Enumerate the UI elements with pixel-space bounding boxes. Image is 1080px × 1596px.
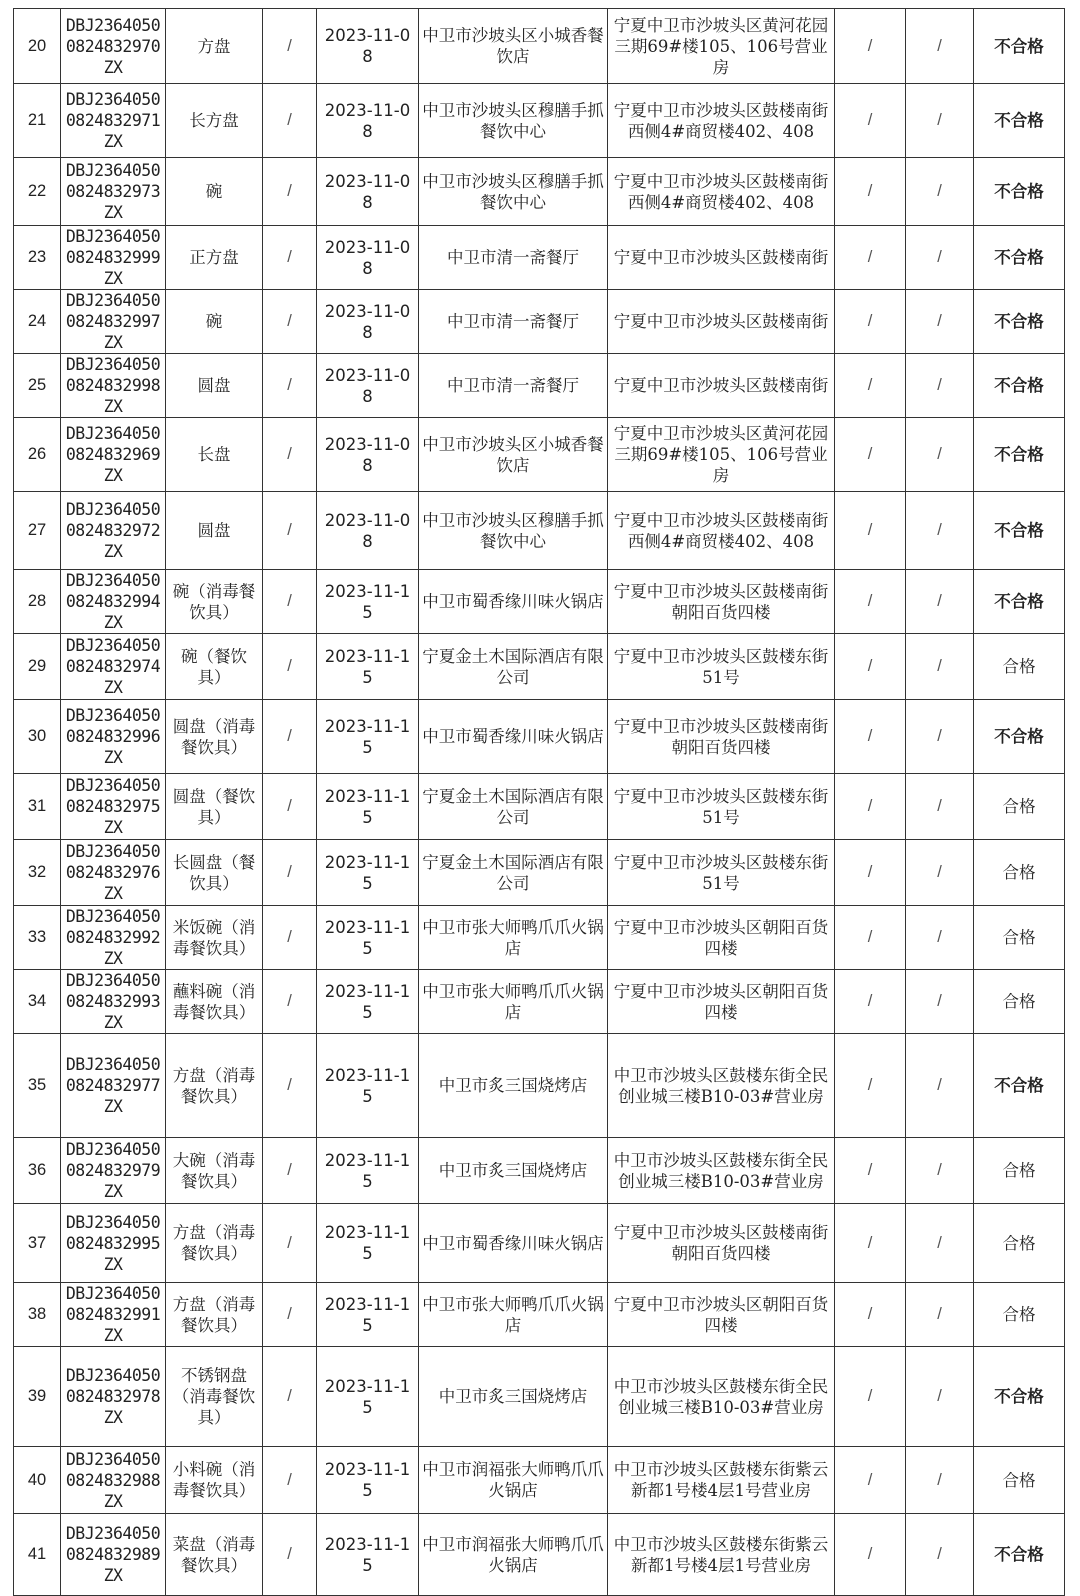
specification: / — [263, 906, 317, 970]
inspected-unit-address: 宁夏中卫市沙坡头区鼓楼东街51号 — [608, 840, 835, 906]
specification: / — [263, 1514, 317, 1596]
result-badge: 合格 — [974, 634, 1065, 700]
result-badge: 合格 — [974, 1138, 1065, 1204]
result-badge: 不合格 — [974, 570, 1065, 634]
row-number: 37 — [14, 1204, 61, 1283]
row-number: 39 — [14, 1347, 61, 1447]
table-body — [14, 9, 1065, 1596]
sample-code: DBJ23640500824832975ZX — [61, 774, 166, 840]
result-badge: 不合格 — [974, 1034, 1065, 1138]
inspection-results-table — [13, 8, 1065, 1596]
inspected-unit-name: 中卫市沙坡头区穆膳手抓餐饮中心 — [419, 492, 608, 570]
product-name: 碗（消毒餐饮具） — [166, 570, 263, 634]
specification: / — [263, 1347, 317, 1447]
table-row — [14, 1034, 1065, 1138]
result-badge: 不合格 — [974, 354, 1065, 418]
table-row — [14, 418, 1065, 492]
inspected-unit-name: 中卫市张大师鸭爪爪火锅店 — [419, 970, 608, 1034]
inspected-unit-name: 中卫市炙三国烧烤店 — [419, 1034, 608, 1138]
inspected-unit-name: 中卫市张大师鸭爪爪火锅店 — [419, 906, 608, 970]
manufacturer-name: / — [835, 158, 906, 226]
table-row — [14, 9, 1065, 84]
inspected-unit-address: 宁夏中卫市沙坡头区鼓楼南街朝阳百货四楼 — [608, 700, 835, 774]
product-name: 菜盘（消毒餐饮具） — [166, 1514, 263, 1596]
product-name: 长盘 — [166, 418, 263, 492]
sampling-date: 2023-11-15 — [317, 1138, 419, 1204]
sampling-date: 2023-11-15 — [317, 1034, 419, 1138]
product-name: 不锈钢盘（消毒餐饮具） — [166, 1347, 263, 1447]
sampling-date: 2023-11-08 — [317, 290, 419, 354]
manufacturer-name: / — [835, 1514, 906, 1596]
manufacturer-name: / — [835, 634, 906, 700]
row-number: 28 — [14, 570, 61, 634]
inspected-unit-address: 中卫市沙坡头区鼓楼东街全民创业城三楼B10-03#营业房 — [608, 1034, 835, 1138]
result-badge: 不合格 — [974, 700, 1065, 774]
sampling-date: 2023-11-08 — [317, 418, 419, 492]
manufacturer-address: / — [906, 1347, 974, 1447]
product-name: 方盘 — [166, 9, 263, 84]
inspected-unit-address: 宁夏中卫市沙坡头区鼓楼南街西侧4#商贸楼402、408 — [608, 158, 835, 226]
manufacturer-address: / — [906, 570, 974, 634]
inspected-unit-name: 中卫市沙坡头区穆膳手抓餐饮中心 — [419, 84, 608, 158]
manufacturer-address: / — [906, 418, 974, 492]
manufacturer-address: / — [906, 1514, 974, 1596]
specification: / — [263, 158, 317, 226]
table-row — [14, 840, 1065, 906]
specification: / — [263, 1283, 317, 1347]
sample-code: DBJ23640500824832978ZX — [61, 1347, 166, 1447]
manufacturer-name: / — [835, 418, 906, 492]
inspected-unit-address: 宁夏中卫市沙坡头区鼓楼南街 — [608, 290, 835, 354]
inspected-unit-address: 宁夏中卫市沙坡头区鼓楼南街朝阳百货四楼 — [608, 570, 835, 634]
row-number: 31 — [14, 774, 61, 840]
sample-code: DBJ23640500824832989ZX — [61, 1514, 166, 1596]
inspected-unit-name: 中卫市清一斋餐厅 — [419, 290, 608, 354]
table-row — [14, 1447, 1065, 1514]
inspected-unit-address: 宁夏中卫市沙坡头区鼓楼南街朝阳百货四楼 — [608, 1204, 835, 1283]
specification: / — [263, 84, 317, 158]
table-row — [14, 774, 1065, 840]
table-row — [14, 570, 1065, 634]
specification: / — [263, 492, 317, 570]
inspected-unit-address: 宁夏中卫市沙坡头区鼓楼南街 — [608, 226, 835, 290]
specification: / — [263, 570, 317, 634]
sample-code: DBJ23640500824832979ZX — [61, 1138, 166, 1204]
sample-code: DBJ23640500824832971ZX — [61, 84, 166, 158]
manufacturer-name: / — [835, 354, 906, 418]
row-number: 38 — [14, 1283, 61, 1347]
manufacturer-name: / — [835, 1283, 906, 1347]
sample-code: DBJ23640500824832970ZX — [61, 9, 166, 84]
sample-code: DBJ23640500824832992ZX — [61, 906, 166, 970]
manufacturer-name: / — [835, 1204, 906, 1283]
result-badge: 合格 — [974, 1447, 1065, 1514]
inspected-unit-name: 宁夏金土木国际酒店有限公司 — [419, 840, 608, 906]
table-row — [14, 84, 1065, 158]
result-badge: 不合格 — [974, 1347, 1065, 1447]
inspected-unit-address: 宁夏中卫市沙坡头区朝阳百货四楼 — [608, 906, 835, 970]
manufacturer-address: / — [906, 634, 974, 700]
specification: / — [263, 354, 317, 418]
manufacturer-address: / — [906, 492, 974, 570]
specification: / — [263, 634, 317, 700]
result-badge: 不合格 — [974, 418, 1065, 492]
sample-code: DBJ23640500824832973ZX — [61, 158, 166, 226]
sample-code: DBJ23640500824832974ZX — [61, 634, 166, 700]
manufacturer-name: / — [835, 226, 906, 290]
inspected-unit-address: 宁夏中卫市沙坡头区鼓楼南街西侧4#商贸楼402、408 — [608, 492, 835, 570]
manufacturer-address: / — [906, 9, 974, 84]
sample-code: DBJ23640500824832988ZX — [61, 1447, 166, 1514]
table-row — [14, 970, 1065, 1034]
product-name: 圆盘 — [166, 354, 263, 418]
table-row — [14, 158, 1065, 226]
sample-code: DBJ23640500824832969ZX — [61, 418, 166, 492]
sampling-date: 2023-11-15 — [317, 1347, 419, 1447]
sample-code: DBJ23640500824832996ZX — [61, 700, 166, 774]
row-number: 22 — [14, 158, 61, 226]
manufacturer-name: / — [835, 1138, 906, 1204]
result-badge: 合格 — [974, 906, 1065, 970]
result-badge: 不合格 — [974, 84, 1065, 158]
row-number: 29 — [14, 634, 61, 700]
manufacturer-address: / — [906, 1034, 974, 1138]
product-name: 方盘（消毒餐饮具） — [166, 1283, 263, 1347]
sampling-date: 2023-11-08 — [317, 226, 419, 290]
result-badge: 合格 — [974, 1204, 1065, 1283]
sample-code: DBJ23640500824832997ZX — [61, 290, 166, 354]
sampling-date: 2023-11-15 — [317, 970, 419, 1034]
result-badge: 合格 — [974, 774, 1065, 840]
inspected-unit-name: 中卫市炙三国烧烤店 — [419, 1347, 608, 1447]
manufacturer-address: / — [906, 970, 974, 1034]
sampling-date: 2023-11-08 — [317, 158, 419, 226]
table-row — [14, 492, 1065, 570]
product-name: 碗 — [166, 290, 263, 354]
table-row — [14, 1347, 1065, 1447]
manufacturer-name: / — [835, 1447, 906, 1514]
product-name: 圆盘 — [166, 492, 263, 570]
row-number: 33 — [14, 906, 61, 970]
row-number: 26 — [14, 418, 61, 492]
inspected-unit-address: 宁夏中卫市沙坡头区鼓楼东街51号 — [608, 634, 835, 700]
manufacturer-address: / — [906, 354, 974, 418]
inspected-unit-name: 中卫市沙坡头区小城香餐饮店 — [419, 418, 608, 492]
result-badge: 不合格 — [974, 290, 1065, 354]
sample-code: DBJ23640500824832999ZX — [61, 226, 166, 290]
inspected-unit-name: 中卫市清一斋餐厅 — [419, 226, 608, 290]
product-name: 正方盘 — [166, 226, 263, 290]
row-number: 24 — [14, 290, 61, 354]
table-row — [14, 226, 1065, 290]
inspected-unit-address: 宁夏中卫市沙坡头区朝阳百货四楼 — [608, 970, 835, 1034]
product-name: 小料碗（消毒餐饮具） — [166, 1447, 263, 1514]
table-row — [14, 1138, 1065, 1204]
sampling-date: 2023-11-15 — [317, 634, 419, 700]
row-number: 23 — [14, 226, 61, 290]
specification: / — [263, 226, 317, 290]
sampling-date: 2023-11-15 — [317, 1447, 419, 1514]
row-number: 30 — [14, 700, 61, 774]
sampling-date: 2023-11-15 — [317, 774, 419, 840]
row-number: 35 — [14, 1034, 61, 1138]
row-number: 40 — [14, 1447, 61, 1514]
specification: / — [263, 1204, 317, 1283]
inspected-unit-name: 中卫市炙三国烧烤店 — [419, 1138, 608, 1204]
row-number: 36 — [14, 1138, 61, 1204]
table-row — [14, 1204, 1065, 1283]
inspected-unit-address: 中卫市沙坡头区鼓楼东街全民创业城三楼B10-03#营业房 — [608, 1347, 835, 1447]
manufacturer-address: / — [906, 1283, 974, 1347]
inspected-unit-address: 宁夏中卫市沙坡头区黄河花园三期69#楼105、106号营业房 — [608, 418, 835, 492]
manufacturer-address: / — [906, 226, 974, 290]
specification: / — [263, 1138, 317, 1204]
sampling-date: 2023-11-15 — [317, 840, 419, 906]
product-name: 方盘（消毒餐饮具） — [166, 1034, 263, 1138]
sampling-date: 2023-11-15 — [317, 1514, 419, 1596]
specification: / — [263, 970, 317, 1034]
sample-code: DBJ23640500824832993ZX — [61, 970, 166, 1034]
table-row — [14, 1514, 1065, 1596]
product-name: 圆盘（餐饮具） — [166, 774, 263, 840]
inspected-unit-name: 宁夏金土木国际酒店有限公司 — [419, 634, 608, 700]
product-name: 长圆盘（餐饮具） — [166, 840, 263, 906]
table-row — [14, 700, 1065, 774]
manufacturer-address: / — [906, 158, 974, 226]
result-badge: 合格 — [974, 1283, 1065, 1347]
table-row — [14, 1283, 1065, 1347]
table-row — [14, 634, 1065, 700]
manufacturer-address: / — [906, 774, 974, 840]
specification: / — [263, 418, 317, 492]
sampling-date: 2023-11-15 — [317, 906, 419, 970]
product-name: 碗 — [166, 158, 263, 226]
manufacturer-name: / — [835, 492, 906, 570]
inspected-unit-address: 宁夏中卫市沙坡头区黄河花园三期69#楼105、106号营业房 — [608, 9, 835, 84]
manufacturer-address: / — [906, 906, 974, 970]
row-number: 32 — [14, 840, 61, 906]
specification: / — [263, 9, 317, 84]
manufacturer-address: / — [906, 700, 974, 774]
sampling-date: 2023-11-15 — [317, 1283, 419, 1347]
product-name: 米饭碗（消毒餐饮具） — [166, 906, 263, 970]
row-number: 27 — [14, 492, 61, 570]
sampling-date: 2023-11-08 — [317, 84, 419, 158]
inspected-unit-address: 中卫市沙坡头区鼓楼东街全民创业城三楼B10-03#营业房 — [608, 1138, 835, 1204]
inspected-unit-address: 宁夏中卫市沙坡头区鼓楼东街51号 — [608, 774, 835, 840]
inspected-unit-address: 宁夏中卫市沙坡头区朝阳百货四楼 — [608, 1283, 835, 1347]
inspected-unit-name: 宁夏金土木国际酒店有限公司 — [419, 774, 608, 840]
manufacturer-name: / — [835, 700, 906, 774]
result-badge: 不合格 — [974, 492, 1065, 570]
inspected-unit-address: 宁夏中卫市沙坡头区鼓楼南街西侧4#商贸楼402、408 — [608, 84, 835, 158]
result-badge: 合格 — [974, 970, 1065, 1034]
manufacturer-name: / — [835, 906, 906, 970]
manufacturer-name: / — [835, 290, 906, 354]
sampling-date: 2023-11-08 — [317, 9, 419, 84]
inspected-unit-name: 中卫市沙坡头区穆膳手抓餐饮中心 — [419, 158, 608, 226]
manufacturer-name: / — [835, 9, 906, 84]
specification: / — [263, 700, 317, 774]
inspected-unit-name: 中卫市蜀香缘川味火锅店 — [419, 700, 608, 774]
row-number: 25 — [14, 354, 61, 418]
manufacturer-address: / — [906, 1138, 974, 1204]
sampling-date: 2023-11-15 — [317, 570, 419, 634]
manufacturer-name: / — [835, 1347, 906, 1447]
sample-code: DBJ23640500824832994ZX — [61, 570, 166, 634]
row-number: 34 — [14, 970, 61, 1034]
product-name: 圆盘（消毒餐饮具） — [166, 700, 263, 774]
product-name: 蘸料碗（消毒餐饮具） — [166, 970, 263, 1034]
sampling-date: 2023-11-15 — [317, 700, 419, 774]
sampling-date: 2023-11-15 — [317, 1204, 419, 1283]
sample-code: DBJ23640500824832995ZX — [61, 1204, 166, 1283]
result-badge: 不合格 — [974, 9, 1065, 84]
specification: / — [263, 840, 317, 906]
row-number: 41 — [14, 1514, 61, 1596]
manufacturer-name: / — [835, 84, 906, 158]
sample-code: DBJ23640500824832998ZX — [61, 354, 166, 418]
manufacturer-address: / — [906, 84, 974, 158]
manufacturer-address: / — [906, 290, 974, 354]
table-row — [14, 290, 1065, 354]
sampling-date: 2023-11-08 — [317, 492, 419, 570]
manufacturer-name: / — [835, 1034, 906, 1138]
sample-code: DBJ23640500824832977ZX — [61, 1034, 166, 1138]
product-name: 碗（餐饮具） — [166, 634, 263, 700]
specification: / — [263, 774, 317, 840]
inspected-unit-name: 中卫市润福张大师鸭爪爪火锅店 — [419, 1514, 608, 1596]
specification: / — [263, 1034, 317, 1138]
manufacturer-address: / — [906, 1447, 974, 1514]
sample-code: DBJ23640500824832976ZX — [61, 840, 166, 906]
result-badge: 不合格 — [974, 1514, 1065, 1596]
specification: / — [263, 290, 317, 354]
table-row — [14, 354, 1065, 418]
product-name: 长方盘 — [166, 84, 263, 158]
inspected-unit-address: 宁夏中卫市沙坡头区鼓楼南街 — [608, 354, 835, 418]
inspected-unit-name: 中卫市蜀香缘川味火锅店 — [419, 570, 608, 634]
specification: / — [263, 1447, 317, 1514]
inspected-unit-address: 中卫市沙坡头区鼓楼东街紫云新都1号楼4层1号营业房 — [608, 1514, 835, 1596]
result-badge: 不合格 — [974, 158, 1065, 226]
inspected-unit-name: 中卫市张大师鸭爪爪火锅店 — [419, 1283, 608, 1347]
manufacturer-name: / — [835, 970, 906, 1034]
manufacturer-address: / — [906, 840, 974, 906]
inspected-unit-name: 中卫市清一斋餐厅 — [419, 354, 608, 418]
manufacturer-name: / — [835, 774, 906, 840]
manufacturer-name: / — [835, 840, 906, 906]
inspected-unit-name: 中卫市沙坡头区小城香餐饮店 — [419, 9, 608, 84]
product-name: 大碗（消毒餐饮具） — [166, 1138, 263, 1204]
row-number: 21 — [14, 84, 61, 158]
table-row — [14, 906, 1065, 970]
row-number: 20 — [14, 9, 61, 84]
manufacturer-address: / — [906, 1204, 974, 1283]
sampling-date: 2023-11-08 — [317, 354, 419, 418]
inspected-unit-name: 中卫市蜀香缘川味火锅店 — [419, 1204, 608, 1283]
product-name: 方盘（消毒餐饮具） — [166, 1204, 263, 1283]
result-badge: 不合格 — [974, 226, 1065, 290]
manufacturer-name: / — [835, 570, 906, 634]
result-badge: 合格 — [974, 840, 1065, 906]
inspected-unit-address: 中卫市沙坡头区鼓楼东街紫云新都1号楼4层1号营业房 — [608, 1447, 835, 1514]
inspected-unit-name: 中卫市润福张大师鸭爪爪火锅店 — [419, 1447, 608, 1514]
sample-code: DBJ23640500824832972ZX — [61, 492, 166, 570]
sample-code: DBJ23640500824832991ZX — [61, 1283, 166, 1347]
